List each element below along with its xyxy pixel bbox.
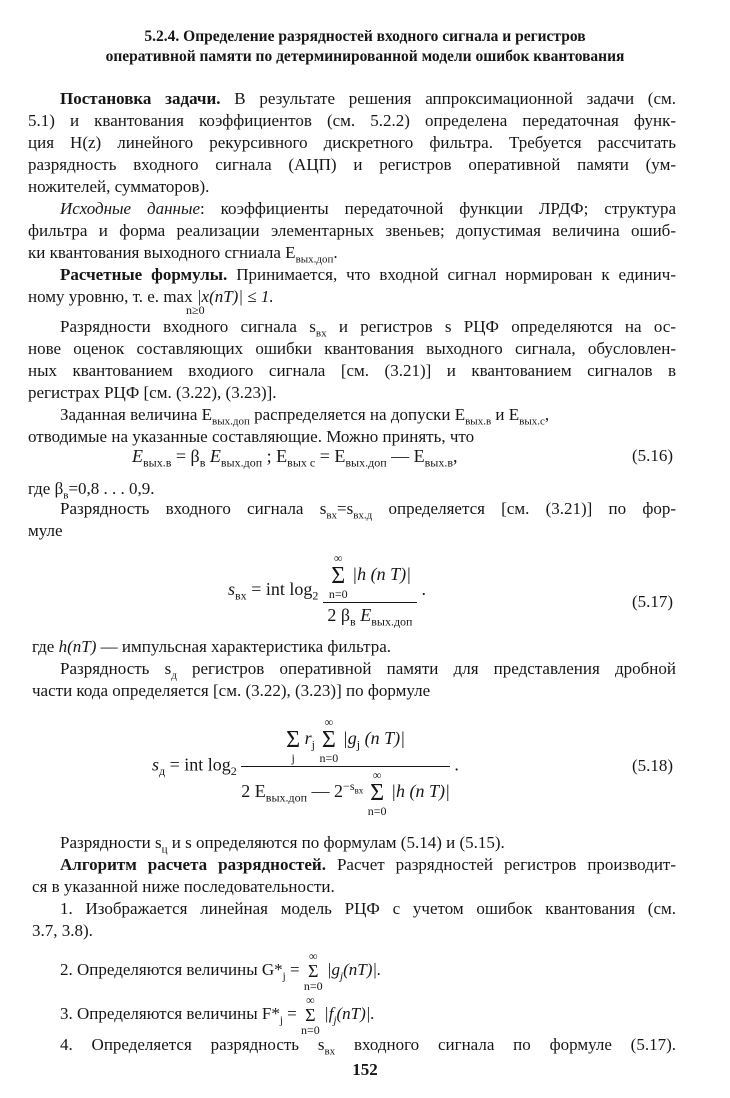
equation-number: (5.16) [632, 446, 674, 465]
sum-symbol: Σ j [286, 727, 301, 765]
list-item: 4. Определяется разрядность $s_{вх}$ входного сигнала по формуле (5.17). [60, 1035, 676, 1058]
equation-5-18: $s_д$ = int $\log_2$ Σ j $r_j$ ∞ Σ n=0 $|g_j$ (n T)| 2 $E_{вых.доп}$ — $2^{-s_{вх}}$ ∞ Σ n=0 |h (n T)| . [152, 715, 459, 818]
list-item: 1. Изображается линейная модель РЦФ с учетом ошибок квантования (см. [60, 899, 676, 918]
max-subscript: n≥0 [186, 303, 205, 317]
paragraph-line: разрядность входного сигнала (АЦП) и регистров оперативной памяти (ум- [28, 155, 676, 174]
paragraph-line: Постановка задачи. В результате решения аппроксимационной задачи (см. [60, 89, 676, 108]
paragraph-line: Алгоритм расчета разрядностей. Расчет разрядностей регистров производит- [60, 855, 677, 874]
sum-symbol: ∞ Σ n=0 [328, 551, 348, 601]
sum-symbol: ∞ Σ n=0 [301, 993, 320, 1037]
paragraph-line: ножителей, сумматоров). [28, 177, 210, 196]
sum-symbol: ∞ Σ n=0 [303, 949, 323, 993]
sum-symbol: ∞ Σ n=0 [319, 715, 339, 765]
paragraph-line: отводимые на указанные составляющие. Можно принять, что [28, 427, 475, 446]
paragraph-line: где $\beta_в=0,8$ . . . 0,9. [28, 479, 155, 502]
equation-5-16: $E_{вых.в} = \beta_в$ $E_{вых.доп}$ ; $E_{вых с} = E_{вых.доп}$ — $E_{вых.в}$, [132, 446, 458, 470]
paragraph-line: Разрядности входного сигнала $s_{вх}$ и регистров s РЦФ определяются на ос- [60, 317, 676, 340]
run-in-label: Исходные данные [60, 199, 201, 218]
paragraph-line: фильтра и форма реализации элементарных звеньев; допустимая величина ошиб- [28, 221, 676, 240]
paragraph-line: Заданная величина $E_{вых.доп}$ распределяется на допуски $E_{вых.в}$ и $E_{вых.с}$, [60, 405, 550, 428]
equation-5-17: $s_{вх}$ = int $\log_2$ ∞ Σ n=0 |h (n T)| 2 $\beta_в$ $E_{вых.доп}$ . [228, 551, 427, 629]
paragraph-line: части кода определяется [см. (3.22), (3.23)] по формуле [32, 681, 431, 700]
paragraph-line: ки квантования выходного сгниала $E_{вых.доп}$. [28, 243, 338, 266]
paragraph-line: ному уровню, т. е. max |x(nT)| ≤ 1. [28, 287, 274, 306]
page-number: 152 [352, 1060, 378, 1079]
sum-symbol: ∞ Σ n=0 [367, 768, 387, 818]
fraction: ∞ Σ n=0 |h (n T)| 2 $\beta_в$ $E_{вых.доп}$ [323, 552, 417, 630]
run-in-label: Постановка задачи. [60, 89, 221, 108]
paragraph-line: ных квантованием входиого сигнала [см. (3.21)] и квантованием сигналов в [28, 361, 676, 380]
paragraph-line: Расчетные формулы. Принимается, что входной сигнал нормирован к единич- [60, 265, 676, 284]
section-heading-line-2: оперативной памяти по детерминированной модели ошибок квантования [105, 48, 625, 65]
paragraph-line: ся в указанной ниже последовательности. [32, 877, 335, 896]
paragraph-line: ция H(z) линейного рекурсивного дискретного фильтра. Требуется рассчитать [28, 133, 676, 152]
paragraph-line: Разрядность $s_д$ регистров оперативной памяти для представления дробной [60, 659, 676, 682]
paragraph-line: нове оценок составляющих ошибки квантования выходного сигнала, обусловлен- [28, 339, 676, 358]
paragraph-line: Исходные данные: коэффициенты передаточной функции ЛРДФ; структура [60, 199, 676, 218]
paragraph-line: Разрядность входного сигнала $s_{вх}=s_{вх.д}$ определяется [см. (3.21)] по фор- [60, 499, 677, 522]
paragraph-line: регистрах РЦФ [см. (3.22), (3.23)]. [28, 383, 277, 402]
section-heading-line-1: 5.2.4. Определение разрядностей входного сигнала и регистров [144, 28, 586, 45]
run-in-label: Расчетные формулы. [60, 265, 228, 284]
equation-number: (5.17) [632, 592, 674, 611]
list-item: 3.7, 3.8). [32, 921, 93, 940]
list-item: 3. Определяются величины $F*_j$ = ∞ Σ n=0 $|f_j(nT)|$. [60, 993, 375, 1037]
paragraph-line: 5.1) и квантования коэффициентов (см. 5.2.2) определена передаточная функ- [28, 111, 676, 130]
paragraph-line: муле [28, 521, 63, 540]
paragraph-line: где h(nT) — импульсная характеристика фильтра. [32, 637, 392, 656]
fraction: Σ j $r_j$ ∞ Σ n=0 $|g_j$ (n T)| 2 $E_{вых.доп}$ — $2^{-s_{вх}}$ ∞ Σ n=0 |h (n T)| [241, 715, 450, 818]
list-item: 2. Определяются величины $G*_j$ = ∞ Σ n=0 $|g_j(nT)|$. [60, 949, 382, 993]
equation-number: (5.18) [632, 756, 674, 775]
run-in-label: Алгоритм расчета разрядностей. [60, 855, 326, 874]
paragraph-line: Разрядности $s_ц$ и s определяются по формулам (5.14) и (5.15). [60, 833, 505, 856]
